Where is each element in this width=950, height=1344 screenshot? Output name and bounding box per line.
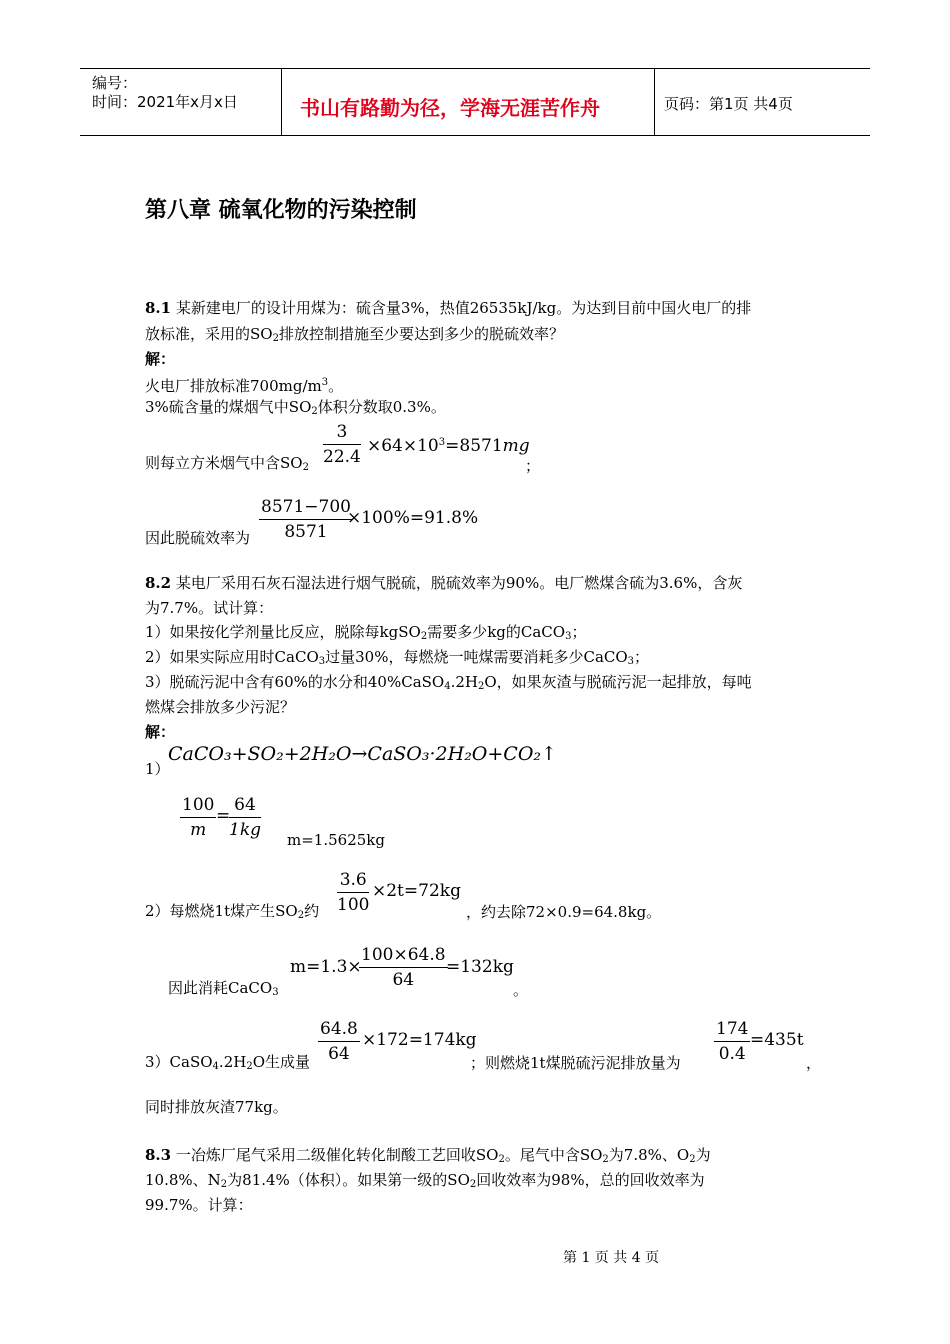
chapter-title: 第八章 硫氧化物的污染控制	[145, 198, 417, 223]
solution-text: ；则燃烧1t煤脱硫污泥排放量为	[470, 1054, 681, 1072]
formula-punct: ，	[806, 1054, 822, 1072]
problem-text: 放标准，采用的SO	[145, 325, 273, 343]
solution-line: 3%硫含量的煤烟气中$SO_2$体积分数取0.3%。	[145, 398, 446, 417]
formula-expression: =435t	[750, 1030, 804, 1050]
problem-text: 燃煤会排放多少污泥？	[145, 698, 296, 716]
solution-label	[145, 349, 175, 369]
problem-text: 为7.8%、O	[608, 1146, 690, 1164]
formula-punct: 。	[513, 981, 529, 999]
formula-fraction: $\frac{8571-700}{8571}$	[261, 497, 351, 542]
problem-text: 1）如果按化学剂量比反应，脱除每kgSO	[145, 623, 421, 641]
formula-expression: =132kg	[446, 957, 514, 977]
formula-fraction: $\frac{3}{22.4}$	[323, 422, 361, 467]
solution-line	[145, 528, 250, 548]
solution-text: 同时排放灰渣77kg。	[145, 1098, 288, 1116]
solution-text: .2H	[218, 1053, 247, 1071]
problem-text: 一冶炼厂尾气采用二级催化转化制酸工艺回收SO	[175, 1146, 499, 1164]
problem-8-1-line2: 放标准，采用的$SO_2$排放控制措施至少要达到多少的脱硫效率？	[145, 325, 564, 344]
header-motto: 书山有路勤为径，学海无涯苦作舟	[300, 96, 600, 120]
solution-text: 因此消耗CaCO	[168, 979, 273, 997]
problem-text: 为	[695, 1146, 711, 1164]
header-time-label: 时间：2021年x月x日	[92, 93, 238, 111]
formula-fraction: $\frac{64}{1kg}$	[229, 795, 261, 840]
solution-text: O生成量	[252, 1053, 311, 1071]
solution-heading: 解：	[145, 350, 176, 368]
formula-fraction: $\frac{100\times 64.8}{64}$	[361, 945, 446, 990]
solution-text: 因此脱硫效率为	[145, 529, 251, 547]
solution-text: 。	[328, 377, 344, 395]
problem-text: 3）脱硫污泥中含有60%的水分和40%CaSO	[145, 673, 445, 691]
problem-number: 8.3	[145, 1146, 172, 1164]
problem-text: 某新建电厂的设计用煤为：硫含量3%，热值26535kJ/kg。为达到目前中国火电厂的排	[175, 299, 752, 317]
problem-8-1-line1	[145, 298, 751, 318]
problem-8-3-line1: 8.3 一冶炼厂尾气采用二级催化转化制酸工艺回收$SO_2$。尾气中含$SO_2$为7.8%、$O_2$为	[145, 1146, 711, 1165]
reaction-equation: CaCO₃+SO₂+2H₂O→CaSO₃·2H₂O+CO₂↑	[168, 743, 557, 765]
formula-punct: ；	[525, 457, 541, 475]
problem-text: O，如果灰渣与脱硫污泥一起排放，每吨	[484, 673, 752, 691]
solution-text: 2）每燃烧1t煤产生SO	[145, 902, 298, 920]
solution-text: ，约去除72×0.9=64.8kg。	[466, 903, 662, 921]
problem-text: .2H	[450, 673, 478, 691]
solution-text: 因此消耗CaCO$_3$	[168, 979, 279, 998]
mass-result: m=1.5625kg	[287, 831, 385, 849]
problem-text: 为7.7%。试计算：	[145, 599, 274, 617]
formula-expression: m=1.3×	[290, 957, 362, 977]
formula-fraction: $\frac{3.6}{100}$	[337, 870, 370, 915]
problem-8-2-line4: 2）如果实际应用时CaCO$_3$过量30%，每燃烧一吨煤需要消耗多少CaCO$_3$；	[145, 648, 650, 667]
solution-heading: 解：	[145, 723, 176, 741]
problem-text: 回收效率为98%，总的回收效率为	[476, 1171, 705, 1189]
problem-text: 过量30%，每燃烧一吨煤需要消耗多少CaCO	[325, 648, 628, 666]
problem-number: 8.2	[145, 574, 172, 592]
solution-text: 体积分数取0.3%。	[317, 398, 446, 416]
formula-fraction: $\frac{100}{m}$	[182, 795, 215, 840]
problem-text: 某电厂采用石灰石湿法进行烟气脱硫，脱硫效率为90%。电厂燃煤含硫为3.6%，含灰	[175, 574, 743, 592]
problem-text: 2）如果实际应用时CaCO	[145, 648, 319, 666]
formula-expression: $\times 64\times 10^3=8571mg$	[367, 436, 530, 456]
solution-text: 3）CaSO	[145, 1053, 213, 1071]
problem-text: 排放控制措施至少要达到多少的脱硫效率？	[278, 325, 564, 343]
problem-text: ；	[571, 623, 587, 641]
page-footer: 第 1 页 共 4 页	[563, 1250, 660, 1266]
problem-8-2-line6	[145, 697, 295, 717]
problem-text: 需要多少kg的CaCO	[427, 623, 566, 641]
header-divider-left	[281, 68, 282, 136]
formula-equals: =	[216, 806, 231, 826]
solution-text: 3%硫含量的煤烟气中SO	[145, 398, 312, 416]
solution-line: 火电厂排放标准$700mg/m^3$。	[145, 377, 344, 395]
header-bottom-border	[80, 135, 870, 136]
problem-8-2-line5: 3）脱硫污泥中含有60%的水分和$40\%CaSO_4.2H_2O$，如果灰渣与脱硫污泥一起排放，每吨	[145, 673, 752, 692]
formula-expression: ×2t=72kg	[372, 881, 461, 901]
problem-text: 。尾气中含SO	[504, 1146, 603, 1164]
problem-text: 为81.4%（体积）。如果第一级的SO	[227, 1171, 470, 1189]
problem-8-2-line3: 1）如果按化学剂量比反应，脱除每kgSO$_2$需要多少kg的CaCO$_3$；	[145, 623, 587, 642]
solution-label	[145, 722, 175, 742]
solution-line: $3)CaSO_4.2H_2O$生成量	[145, 1053, 311, 1072]
header-number-label: 编号：	[92, 74, 138, 92]
problem-text: 99.7%。计算：	[145, 1196, 253, 1214]
solution-line	[145, 759, 170, 779]
solution-line: 则每立方米烟气中含$SO_2$	[145, 454, 309, 473]
solution-line	[145, 1097, 288, 1117]
problem-number: 8.1	[145, 299, 172, 317]
header-top-border	[80, 68, 870, 69]
formula-fraction: $\frac{174}{0.4}$	[716, 1019, 749, 1064]
problem-8-2-line2	[145, 598, 273, 618]
solution-text: 1）	[145, 760, 170, 778]
problem-text: ；	[634, 648, 650, 666]
problem-8-3-line2: 10.8%、$N_2$为81.4%（体积）。如果第一级的$SO_2$回收效率为98%，总的回收效率为	[145, 1171, 705, 1190]
problem-8-3-line3	[145, 1195, 253, 1215]
problem-8-2-line1	[145, 573, 742, 593]
solution-text: 则每立方米烟气中含SO	[145, 454, 303, 472]
formula-expression: ×100%=91.8%	[347, 508, 479, 528]
solution-text: 火电厂排放标准700mg/m	[145, 377, 322, 395]
header-page-label: 页码：第1页 共4页	[664, 95, 793, 113]
formula-fraction: $\frac{64.8}{64}$	[320, 1019, 358, 1064]
problem-text: 10.8%、N	[145, 1171, 221, 1189]
header-divider-right	[654, 68, 655, 136]
formula-expression: ×172=174kg	[362, 1030, 477, 1050]
solution-line: 2）每燃烧1t煤产生$SO_2$约	[145, 902, 320, 921]
solution-text: 约	[304, 902, 320, 920]
